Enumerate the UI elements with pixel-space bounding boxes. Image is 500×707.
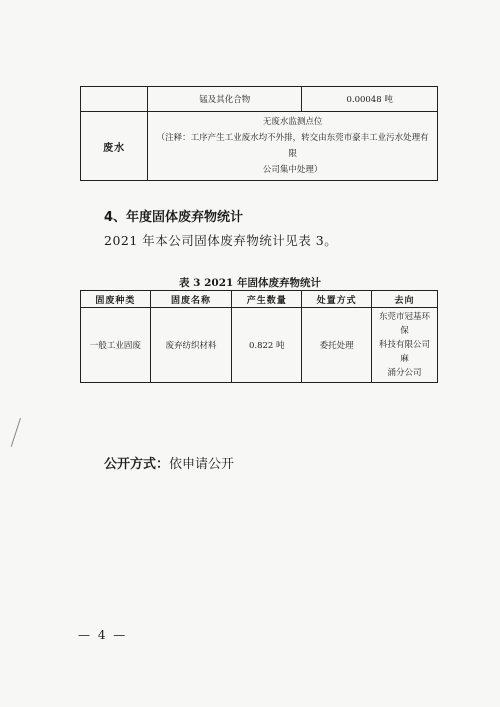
pen-mark: [11, 418, 21, 447]
section-paragraph: 2021 年本公司固体废弃物统计见表 3。: [104, 233, 338, 248]
header-cell: 处置方式: [302, 291, 372, 308]
header-cell: 固废种类: [81, 291, 151, 308]
category-cell: 废水: [81, 112, 148, 181]
note-line: （注释：工序产生工业废水均不外排，转交由东莞市豪丰工业污水处理有限: [156, 133, 429, 159]
solid-waste-table: [80, 290, 438, 383]
table-header-row: [81, 291, 438, 308]
header-cell: 产生数量: [232, 291, 302, 308]
disposal-cell: 委托处理: [302, 308, 372, 383]
qty-cell: 0.822 吨: [232, 308, 302, 383]
wastewater-note-cell: [148, 112, 438, 181]
substance-cell: 锰及其化合物: [148, 87, 302, 112]
table-row: [81, 112, 438, 181]
note-line: 公司集中处理）: [262, 165, 323, 175]
table-caption: 表 3 2021 年固体废弃物统计: [179, 277, 321, 289]
dest-line: 东莞市冠基环保: [378, 312, 430, 336]
header-cell: 固废名称: [150, 291, 231, 308]
table-row: [81, 87, 438, 112]
dest-line: 涌分公司: [387, 368, 422, 378]
disclosure-value: 依申请公开: [169, 457, 235, 472]
destination-cell: [371, 308, 437, 383]
name-cell: 废弃纺织材料: [150, 308, 231, 383]
empty-cell: [81, 87, 148, 112]
note-line: 无废水监测点位: [262, 117, 323, 127]
amount-cell: 0.00048 吨: [302, 87, 438, 112]
header-cell: 去向: [371, 291, 437, 308]
section-heading: 4、年度固体废弃物统计: [104, 210, 244, 225]
kind-cell: 一般工业固废: [81, 308, 151, 383]
table-row: [81, 308, 438, 383]
page-number: — 4 —: [78, 628, 128, 642]
emissions-table-continuation: [80, 86, 438, 181]
dest-line: 科技有限公司麻: [378, 340, 430, 364]
disclosure-label: 公开方式：: [104, 457, 170, 472]
disclosure-line: [104, 453, 234, 472]
